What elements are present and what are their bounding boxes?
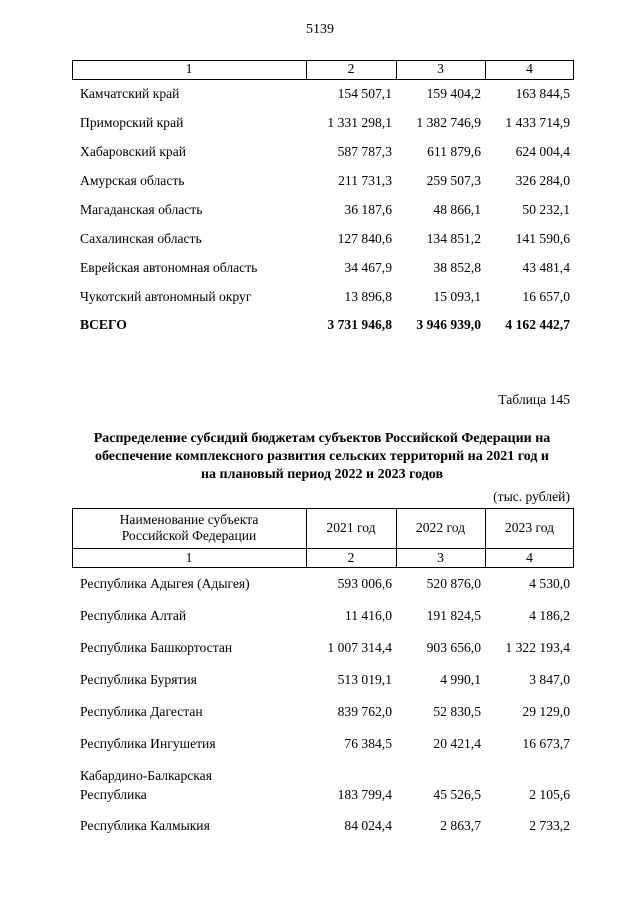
table-row xyxy=(0,202,640,220)
value-2021: 84 024,4 xyxy=(344,818,392,833)
region-name: Амурская область xyxy=(80,173,185,188)
region-name: Республика Дагестан xyxy=(80,704,203,719)
value-2022: 52 830,5 xyxy=(433,704,481,719)
value-2021: 1 007 314,4 xyxy=(327,640,392,655)
table1-colnum-1: 1 xyxy=(185,61,193,76)
region-name: Республика Адыгея (Адыгея) xyxy=(80,576,250,591)
value-2023: 141 590,6 xyxy=(515,231,570,246)
table-row xyxy=(0,818,640,836)
table-row xyxy=(0,231,640,249)
value-2022: 191 824,5 xyxy=(426,608,481,623)
value-2021: 36 187,6 xyxy=(344,202,392,217)
value-2021: 154 507,1 xyxy=(337,86,392,101)
table-row xyxy=(0,289,640,307)
region-name: Магаданская область xyxy=(80,202,203,217)
table-row xyxy=(0,672,640,690)
header-2021: 2021 год xyxy=(326,520,376,535)
region-name: Камчатский край xyxy=(80,86,180,101)
table-row xyxy=(0,576,640,594)
region-name-line: Кабардино-Балкарская xyxy=(80,768,212,783)
total-2021: 3 731 946,8 xyxy=(327,317,392,332)
region-name: Республика Алтай xyxy=(80,608,187,623)
value-2023: 4 530,0 xyxy=(529,576,570,591)
value-2023: 2 105,6 xyxy=(529,787,570,802)
value-2021: 211 731,3 xyxy=(338,173,392,188)
value-2023: 29 129,0 xyxy=(522,704,570,719)
value-2022: 20 421,4 xyxy=(433,736,481,751)
table2-colnum-3: 3 xyxy=(437,550,444,565)
units-label: (тыс. рублей) xyxy=(493,489,570,504)
table-row xyxy=(0,260,640,278)
table-title-line: Распределение субсидий бюджетам субъектов Российской Федерации на xyxy=(93,431,551,446)
value-2022: 48 866,1 xyxy=(433,202,481,217)
value-2023: 43 481,4 xyxy=(522,260,570,275)
table1-colnum-3: 3 xyxy=(437,61,444,76)
total-label: ВСЕГО xyxy=(80,317,127,332)
header-2023: 2023 год xyxy=(504,520,555,535)
total-2022: 3 946 939,0 xyxy=(416,317,481,332)
value-2023: 326 284,0 xyxy=(515,173,570,188)
value-2023: 16 673,7 xyxy=(522,736,570,751)
value-2023: 624 004,4 xyxy=(515,144,570,159)
value-2021: 839 762,0 xyxy=(337,704,392,719)
value-2021: 587 787,3 xyxy=(337,144,392,159)
value-2022: 15 093,1 xyxy=(433,289,481,304)
value-2022: 45 526,5 xyxy=(433,787,481,802)
table1-colnum-4: 4 xyxy=(526,61,533,76)
value-2021: 593 006,6 xyxy=(337,576,392,591)
header-2022: 2022 год xyxy=(415,520,466,535)
value-2021: 127 840,6 xyxy=(337,231,392,246)
table2-colnum-2: 2 xyxy=(347,550,355,565)
value-2021: 1 331 298,1 xyxy=(327,115,392,130)
value-2021: 34 467,9 xyxy=(344,260,392,275)
value-2022: 2 863,7 xyxy=(440,818,481,833)
region-name: Республика Калмыкия xyxy=(80,818,210,833)
table-row xyxy=(0,768,640,806)
table-row xyxy=(0,704,640,722)
value-2023: 2 733,2 xyxy=(529,818,570,833)
table-title xyxy=(72,430,572,484)
header-region-line: Наименование субъекта xyxy=(119,512,259,527)
value-2021: 76 384,5 xyxy=(344,736,392,751)
region-name: Республика Бурятия xyxy=(80,672,197,687)
table-row xyxy=(0,115,640,133)
value-2022: 1 382 746,9 xyxy=(416,115,481,130)
region-name: Приморский край xyxy=(80,115,184,130)
value-2022: 611 879,6 xyxy=(427,144,481,159)
value-2021: 513 019,1 xyxy=(337,672,392,687)
value-2022: 259 507,3 xyxy=(426,173,481,188)
value-2021: 183 799,4 xyxy=(337,787,392,802)
table1-colnum-2: 2 xyxy=(347,61,355,76)
value-2023: 4 186,2 xyxy=(529,608,570,623)
table-title-line: на плановый период 2022 и 2023 годов xyxy=(200,467,444,482)
region-name: Еврейская автономная область xyxy=(80,260,258,275)
table-total-row xyxy=(0,317,640,335)
table-row xyxy=(0,736,640,754)
table2-colnum-4: 4 xyxy=(526,550,533,565)
value-2021: 11 416,0 xyxy=(344,608,392,623)
table2-header-divider xyxy=(72,548,574,549)
value-2022: 903 656,0 xyxy=(426,640,481,655)
total-2023: 4 162 442,7 xyxy=(505,317,570,332)
region-name: Сахалинская область xyxy=(80,231,202,246)
value-2023: 3 847,0 xyxy=(529,672,570,687)
value-2023: 163 844,5 xyxy=(515,86,570,101)
value-2022: 38 852,8 xyxy=(433,260,481,275)
page-number: 5139 xyxy=(306,22,334,37)
region-name: Чукотский автономный округ xyxy=(80,289,252,304)
region-name: Хабаровский край xyxy=(80,144,187,159)
table2-colnum-1: 1 xyxy=(185,550,193,565)
table-title-line: обеспечение комплексного развития сельских территорий на 2021 год и xyxy=(94,449,549,464)
region-name: Республика Ингушетия xyxy=(80,736,216,751)
table-row xyxy=(0,86,640,104)
value-2021: 13 896,8 xyxy=(344,289,392,304)
header-region-name xyxy=(72,512,306,544)
value-2023: 50 232,1 xyxy=(522,202,570,217)
table-row xyxy=(0,144,640,162)
value-2022: 520 876,0 xyxy=(426,576,481,591)
value-2022: 159 404,2 xyxy=(426,86,481,101)
value-2023: 16 657,0 xyxy=(522,289,570,304)
region-name-line: Республика xyxy=(80,787,147,802)
region-name: Республика Башкортостан xyxy=(80,640,233,655)
value-2023: 1 433 714,9 xyxy=(505,115,570,130)
value-2023: 1 322 193,4 xyxy=(505,640,570,655)
table-label: Таблица 145 xyxy=(498,392,570,407)
table-row xyxy=(0,173,640,191)
table-row xyxy=(0,640,640,658)
header-region-line: Российской Федерации xyxy=(121,528,257,543)
value-2022: 134 851,2 xyxy=(426,231,481,246)
table-row xyxy=(0,608,640,626)
value-2022: 4 990,1 xyxy=(440,672,481,687)
